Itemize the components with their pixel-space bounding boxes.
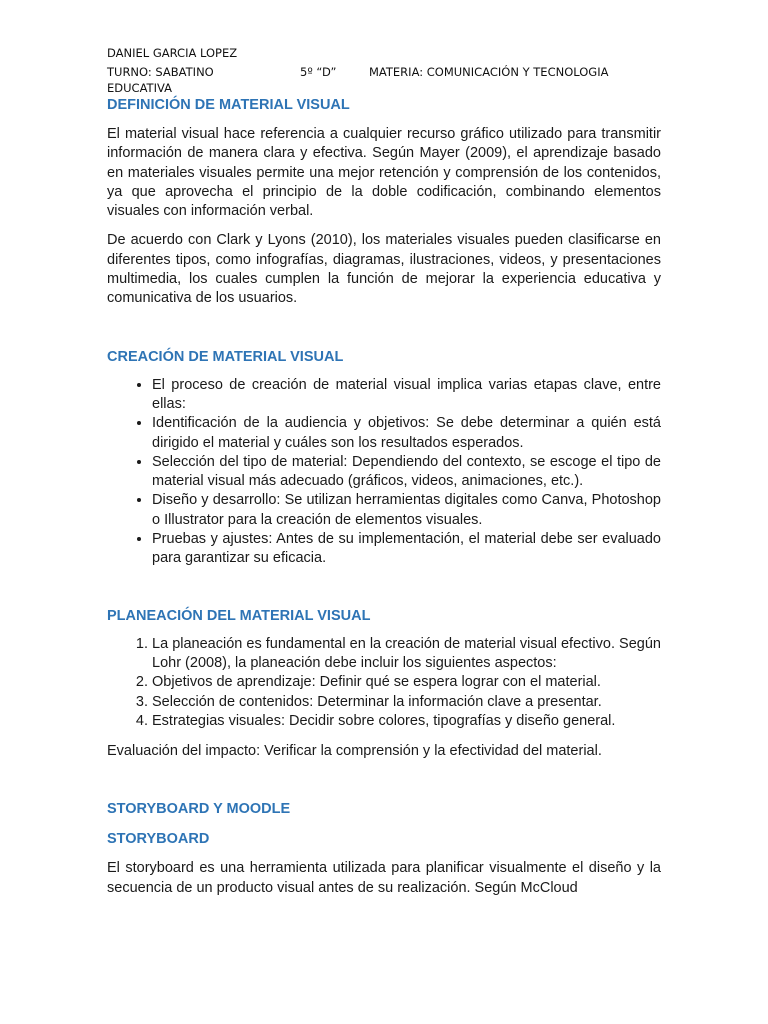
list-item: • Selección del tipo de material: Dependiendo del contexto, se escoge el tipo de material visual más adecuado (gráficos, videos, animaciones, etc.). <box>152 453 661 492</box>
materia-continuation: EDUCATIVA <box>107 81 172 95</box>
grupo-label: 5º “D” <box>300 65 337 79</box>
materia-label: MATERIA: COMUNICACIÓN Y TECNOLOGIA <box>369 65 609 79</box>
paragraph-evaluacion: Evaluación del impacto: Verificar la comprensión y la efectividad del material. <box>107 743 602 760</box>
heading-planeacion: PLANEACIÓN DEL MATERIAL VISUAL <box>107 607 371 624</box>
list-item: 1. La planeación es fundamental en la creación de material visual efectivo. Según Lohr (2008), la planeación debe incluir los siguientes aspectos: <box>152 635 661 674</box>
document-body <box>107 95 661 898</box>
list-item: • El proceso de creación de material visual implica varias etapas clave, entre ellas: <box>152 376 661 415</box>
list-creacion <box>107 376 661 569</box>
paragraph-storyboard: El storyboard es una herramienta utilizada para planificar visualmente el diseño y la secuencia de un producto visual antes de su realización. Según McCloud <box>107 860 661 896</box>
paragraph-definicion-1: El material visual hace referencia a cualquier recurso gráfico utilizado para transmitir información de manera clara y efectiva. Según Mayer (2009), el aprendizaje basado en materiales visuales permite una mejor retención y comprensión de los contenidos, ya que aprovecha el principio de la doble codificación, combinando elementos visuales con información verbal. <box>107 126 661 220</box>
list-item: 2. Objetivos de aprendizaje: Definir qué se espera lograr con el material. <box>152 673 661 692</box>
list-item: 3. Selección de contenidos: Determinar la información clave a presentar. <box>152 693 661 712</box>
list-item: 4. Estrategias visuales: Decidir sobre colores, tipografías y diseño general. <box>152 712 661 731</box>
author-name: DANIEL GARCIA LOPEZ <box>107 46 238 60</box>
subheading-storyboard: STORYBOARD <box>107 831 210 848</box>
list-item: • Pruebas y ajustes: Antes de su implementación, el material debe ser evaluado para garantizar su eficacia. <box>152 530 661 569</box>
heading-creacion: CREACIÓN DE MATERIAL VISUAL <box>107 348 344 365</box>
paragraph-definicion-2: De acuerdo con Clark y Lyons (2010), los materiales visuales pueden clasificarse en diferentes tipos, como infografías, diagramas, ilustraciones, videos, y presentaciones multimedia, los cuales cumplen la función de mejorar la experiencia educativa y comunicativa de los usuarios. <box>107 232 661 307</box>
list-planeacion <box>107 635 661 731</box>
list-item: • Identificación de la audiencia y objetivos: Se debe determinar a quién está dirigido el material y cuáles son los resultados esperados. <box>152 414 661 453</box>
turno-label: TURNO: SABATINO <box>107 65 214 79</box>
heading-storyboard-moodle: STORYBOARD Y MOODLE <box>107 801 291 818</box>
heading-definicion: DEFINICIÓN DE MATERIAL VISUAL <box>107 97 350 113</box>
list-item: • Diseño y desarrollo: Se utilizan herramientas digitales como Canva, Photoshop o Illustrator para la creación de elementos visuales. <box>152 491 661 530</box>
